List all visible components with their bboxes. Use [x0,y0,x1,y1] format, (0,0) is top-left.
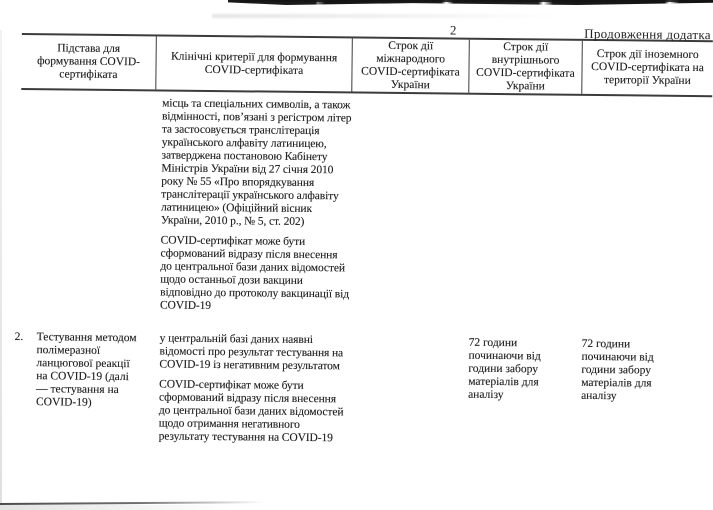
document-page [14,20,713,468]
continuation-note: Продовження додатка [584,25,711,43]
header-internal-term-label: Строк дії внутрішнього COVID-сертифіката України [476,40,575,92]
table-header-row [21,33,713,97]
header-foreign-term [582,41,713,95]
internal-term-cell [469,101,582,103]
header-foreign-term-label: Строк дії іноземного COVID-сертифіката на території України [591,48,704,88]
header-criteria-label: Клінічні критерії для формування COVID-сертифіката [170,50,338,77]
foreign-term-cell [582,102,712,104]
scan-artifact-smear [212,14,557,18]
table-row-testing [14,330,709,468]
header-internal-term [469,40,583,94]
criteria-paragraph: у центральній базі даних наявні відомості про результат тестування на COVID-19 із негативним результатом [159,332,344,373]
header-intl-term [352,38,470,92]
table-body [14,90,712,468]
foreign-term-cell [579,337,710,411]
scan-artifact-left-edge [0,30,2,505]
row-number: 2. [14,330,24,344]
basis-cell [14,330,154,410]
header-basis [21,35,157,89]
table-row-continuation [19,90,712,338]
covid-certificate-table [14,33,712,468]
intl-term-cell [350,334,467,335]
internal-term-text: 72 години починаючи від години забору матеріалів для аналізу [468,336,541,402]
criteria-paragraph: COVID-сертифікат може бути сформований відразу після внесення до центральної бази даних відомостей щодо останньої дози вакцини відповідно до протоколу вакцинації від COVID-19 [159,234,350,312]
page-number: 2 [449,22,457,38]
scan-artifact-bottom-shade [0,505,230,510]
criteria-cell [154,97,352,321]
foreign-term-text: 72 години починаючи від години забору матеріалів для аналізу [581,337,654,403]
criteria-paragraph: COVID-сертифікат може бути сформований відразу після внесення до центральної бази даних відомостей щодо отримання негативного результату тестування на COVID-19 [158,378,344,445]
header-criteria [156,36,353,91]
header-basis-label: Підстава для формування COVID-сертифіката [37,42,141,82]
internal-term-cell [466,336,580,410]
basis-text: Тестування методом полімеразної ланцюгової реакції на COVID-19 (далі — тестування на COVID-19) [35,331,137,409]
scan-artifact-top-band-2 [240,0,713,2]
basis-cell [21,96,156,97]
header-intl-term-label: Строк дії міжнародного COVID-сертифіката України [361,39,460,91]
criteria-paragraph: місць та спеціальних символів, а також відмінності, пов’язані з регістром літер та застосовується транслітерація українського алфавіту латиницею, затверджена постановою Кабінету Міністрів України від 27 січня 2010 року № 55 «Про впорядкування транслітерації українського алфавіту латиницею» (Офіційний вісник України, 2010 р., № 5, ст. 202) [160,97,352,228]
intl-term-cell [352,99,469,100]
criteria-cell [153,332,350,452]
